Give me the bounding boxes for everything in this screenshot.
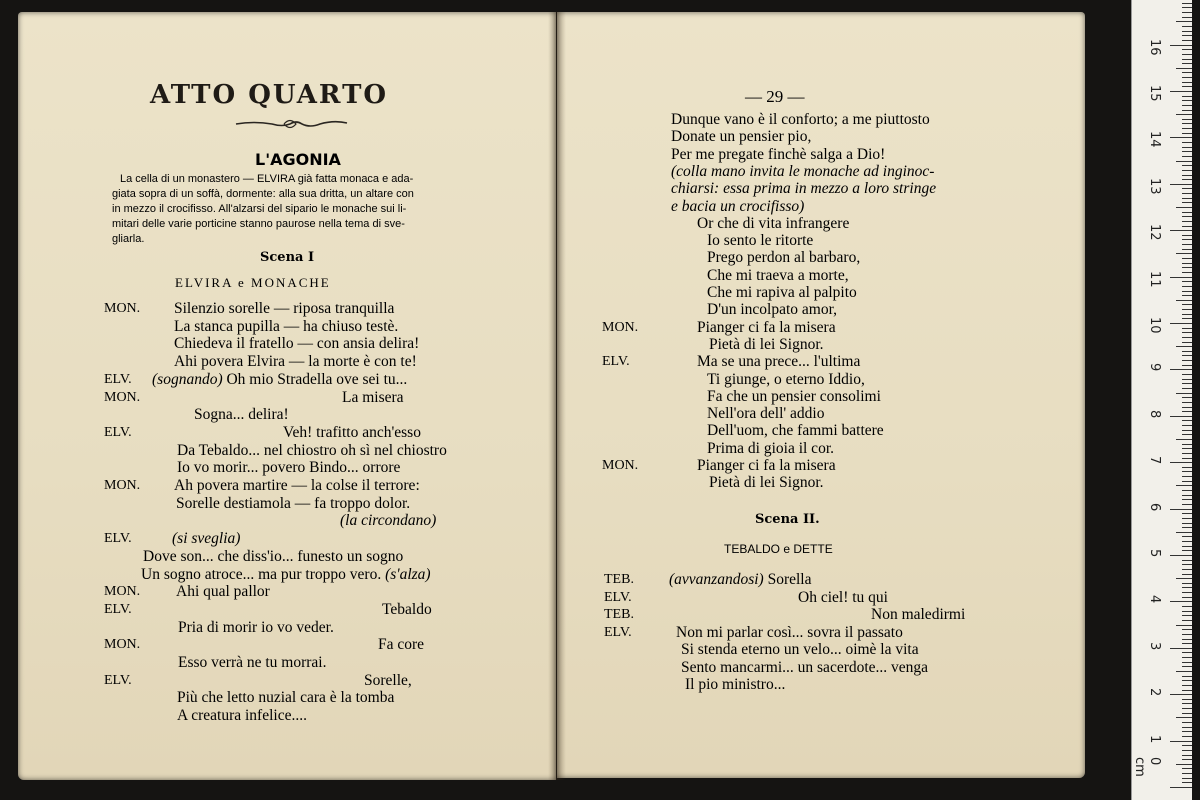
verse-line: Più che letto nuzial cara è la tomba bbox=[177, 689, 395, 707]
speaker-label: ELV. bbox=[604, 589, 632, 605]
ruler-tick bbox=[1176, 717, 1192, 718]
verse-line: (avvanzandosi) Sorella bbox=[669, 571, 812, 588]
scene-1-characters: ELVIRA e MONACHE bbox=[175, 275, 331, 290]
ruler-tick bbox=[1176, 532, 1192, 533]
speaker-label: MON. bbox=[104, 637, 141, 653]
ruler-tick bbox=[1170, 741, 1192, 742]
ruler-label: 7 bbox=[1147, 456, 1162, 465]
verse-line: La stanca pupilla — ha chiuso testè. bbox=[174, 317, 399, 335]
ruler-tick bbox=[1182, 453, 1192, 454]
ruler-tick bbox=[1182, 216, 1192, 217]
ruler-tick bbox=[1182, 657, 1192, 658]
verse-line: e bacia un crocifisso) bbox=[671, 197, 805, 215]
ruler-tick bbox=[1182, 402, 1192, 403]
ruler-tick bbox=[1170, 230, 1192, 231]
ruler-tick bbox=[1182, 523, 1192, 524]
speaker-label: MON. bbox=[104, 584, 141, 600]
ruler-tick bbox=[1182, 745, 1192, 746]
ruler-tick bbox=[1182, 281, 1192, 282]
speaker-label: ELV. bbox=[604, 624, 632, 640]
ruler-tick bbox=[1182, 662, 1192, 663]
ruler-tick bbox=[1182, 351, 1192, 352]
ruler-tick bbox=[1182, 309, 1192, 310]
verse-line: Donate un pensier pio, bbox=[671, 128, 812, 146]
ruler-tick bbox=[1182, 318, 1192, 319]
ruler-tick bbox=[1182, 263, 1192, 264]
verse-line: Per me pregate finchè salga a Dio! bbox=[671, 145, 886, 163]
ruler-label: 3 bbox=[1147, 641, 1162, 651]
speaker-label: MON. bbox=[602, 319, 639, 335]
ruler-tick bbox=[1170, 277, 1192, 278]
intro-line: La cella di un monastero — ELVIRA già fatta monaca e ada- bbox=[120, 173, 414, 185]
verse-line: Non mi parlar così... sovra il passato bbox=[676, 623, 903, 641]
speaker-label: ELV. bbox=[104, 531, 132, 547]
ruler-tick bbox=[1182, 782, 1192, 783]
ruler-tick bbox=[1182, 179, 1192, 180]
ruler-label: 1 bbox=[1147, 734, 1162, 743]
ruler-tick bbox=[1170, 648, 1192, 649]
ruler-tick bbox=[1170, 694, 1192, 695]
ruler-tick bbox=[1182, 235, 1192, 236]
ruler-tick bbox=[1182, 504, 1192, 505]
ruler-tick bbox=[1182, 430, 1192, 431]
ruler-tick bbox=[1182, 221, 1192, 222]
verse-line: (colla mano invita le monache ad inginoc- bbox=[671, 162, 935, 180]
page-number: — 29 — bbox=[745, 87, 805, 106]
verse-line: Non maledirmi bbox=[871, 606, 966, 623]
ruler-tick bbox=[1182, 142, 1192, 143]
verse-line: Prima di gioia il cor. bbox=[707, 439, 834, 457]
ruler-tick bbox=[1182, 434, 1192, 435]
ruler-tick bbox=[1176, 393, 1192, 394]
ruler-tick bbox=[1170, 601, 1192, 602]
ruler-tick bbox=[1182, 360, 1192, 361]
ruler-tick bbox=[1182, 96, 1192, 97]
ruler-tick bbox=[1182, 110, 1192, 111]
ruler-tick bbox=[1182, 564, 1192, 565]
ruler-tick bbox=[1182, 467, 1192, 468]
ruler-tick bbox=[1182, 258, 1192, 259]
ruler-tick bbox=[1182, 147, 1192, 148]
ruler-tick bbox=[1182, 750, 1192, 751]
ruler-tick bbox=[1182, 3, 1192, 4]
speaker-label: MON. bbox=[104, 301, 141, 316]
ruler-tick bbox=[1170, 91, 1192, 92]
ruler-tick bbox=[1182, 304, 1192, 305]
ruler-tick bbox=[1170, 45, 1192, 46]
ruler-tick bbox=[1182, 119, 1192, 120]
ruler-tick bbox=[1182, 383, 1192, 384]
ruler-tick bbox=[1182, 374, 1192, 375]
speaker-label: TEB. bbox=[604, 572, 634, 587]
ruler-tick bbox=[1176, 625, 1192, 626]
verse-line: Dunque vano è il conforto; a me piuttosto bbox=[671, 111, 930, 128]
scene-1-title: Scena I bbox=[260, 250, 315, 265]
ruler-tick bbox=[1182, 736, 1192, 737]
ruler-tick bbox=[1182, 611, 1192, 612]
ruler-tick bbox=[1182, 379, 1192, 380]
ruler-tick bbox=[1182, 587, 1192, 588]
ruler-tick bbox=[1182, 332, 1192, 333]
ruler-tick bbox=[1182, 128, 1192, 129]
ruler-tick bbox=[1176, 21, 1192, 22]
verse-line: D'un incolpato amor, bbox=[707, 301, 838, 319]
ruler-tick bbox=[1182, 100, 1192, 101]
verse-line: Pietà di lei Signor. bbox=[709, 335, 824, 353]
verse-line: Sorelle destiamola — fa troppo dolor. bbox=[176, 494, 411, 512]
verse-line: Pianger ci fa la misera bbox=[697, 318, 836, 336]
ruler-tick bbox=[1182, 420, 1192, 421]
ruler-tick bbox=[1182, 295, 1192, 296]
ruler-tick bbox=[1182, 550, 1192, 551]
ruler-tick bbox=[1176, 485, 1192, 486]
ruler-label: 10 bbox=[1147, 317, 1162, 334]
ruler-tick bbox=[1182, 244, 1192, 245]
verse-line: chiarsi: essa prima in mezzo a loro stringe bbox=[671, 180, 937, 198]
ruler-tick bbox=[1182, 476, 1192, 477]
measurement-ruler bbox=[1131, 0, 1192, 800]
speaker-label: ELV. bbox=[104, 424, 132, 440]
verse-line: Nell'ora dell' addio bbox=[707, 405, 825, 423]
verse-line: La misera bbox=[342, 388, 404, 406]
ruler-label: 8 bbox=[1147, 409, 1162, 419]
ruler-tick bbox=[1182, 518, 1192, 519]
verse-line: Ti giunge, o eterno Iddio, bbox=[707, 370, 865, 388]
ruler-tick bbox=[1182, 59, 1192, 60]
ruler-tick bbox=[1182, 239, 1192, 240]
verse-line: Pietà di lei Signor. bbox=[709, 474, 824, 492]
ruler-tick bbox=[1182, 731, 1192, 732]
ruler-tick bbox=[1182, 123, 1192, 124]
speaker-label: ELV. bbox=[104, 672, 132, 688]
verse-line: Che mi traeva a morte, bbox=[707, 266, 849, 284]
verse-line: Dell'uom, che fammi battere bbox=[707, 422, 884, 440]
verse-line: Or che di vita infrangere bbox=[697, 214, 850, 232]
ruler-tick bbox=[1182, 226, 1192, 227]
ruler-tick bbox=[1176, 671, 1192, 672]
ruler-tick bbox=[1182, 499, 1192, 500]
ruler-label: 9 bbox=[1147, 363, 1162, 372]
scene-2-characters: TEBALDO e DETTE bbox=[724, 542, 833, 556]
speaker-label: MON. bbox=[104, 389, 141, 405]
ruler-tick bbox=[1170, 787, 1192, 788]
verse-line: Ma se una prece... l'ultima bbox=[697, 353, 861, 371]
ruler-tick bbox=[1182, 314, 1192, 315]
ruler-tick bbox=[1182, 759, 1192, 760]
ruler-tick bbox=[1176, 68, 1192, 69]
ruler-tick bbox=[1182, 151, 1192, 152]
ruler-tick bbox=[1182, 448, 1192, 449]
ruler-label: 13 bbox=[1147, 177, 1162, 195]
ruler-tick bbox=[1182, 755, 1192, 756]
verse-line: Pianger ci fa la misera bbox=[697, 457, 836, 474]
verse-line: Silenzio sorelle — riposa tranquilla bbox=[174, 300, 395, 317]
ruler-tick bbox=[1182, 26, 1192, 27]
ruler-tick bbox=[1170, 416, 1192, 417]
verse-line: Veh! trafitto anch'esso bbox=[283, 423, 421, 441]
ruler-tick bbox=[1176, 764, 1192, 765]
ruler-tick bbox=[1182, 597, 1192, 598]
ruler-tick bbox=[1182, 63, 1192, 64]
ruler-label: 5 bbox=[1147, 549, 1162, 558]
ruler-tick bbox=[1182, 388, 1192, 389]
verse-line: Oh ciel! tu qui bbox=[798, 588, 888, 606]
ruler-label: 16 bbox=[1147, 38, 1162, 56]
ruler-tick bbox=[1182, 574, 1192, 575]
ruler-tick bbox=[1176, 207, 1192, 208]
verse-line: Io vo morir... povero Bindo... orrore bbox=[177, 459, 401, 477]
ruler-tick bbox=[1182, 690, 1192, 691]
ruler-tick bbox=[1182, 411, 1192, 412]
ruler-tick bbox=[1170, 184, 1192, 185]
ruler-tick bbox=[1176, 114, 1192, 115]
ruler-tick bbox=[1182, 165, 1192, 166]
ruler-tick bbox=[1182, 31, 1192, 32]
ruler-tick bbox=[1182, 156, 1192, 157]
ruler-tick bbox=[1182, 458, 1192, 459]
verse-line: Un sogno atroce... ma pur troppo vero. (s'alza) bbox=[141, 565, 431, 583]
ruler-tick bbox=[1182, 35, 1192, 36]
verse-line: Sorelle, bbox=[364, 671, 412, 689]
verse-line: (la circondano) bbox=[340, 512, 437, 530]
ruler-tick bbox=[1182, 703, 1192, 704]
ruler-tick bbox=[1182, 583, 1192, 584]
ruler-label: 2 bbox=[1147, 688, 1162, 697]
ruler-tick bbox=[1182, 620, 1192, 621]
verse-line: Sento mancarmi... un sacerdote... venga bbox=[681, 658, 929, 676]
ruler-tick bbox=[1182, 708, 1192, 709]
ruler-tick bbox=[1182, 606, 1192, 607]
verse-line: Il pio ministro... bbox=[685, 676, 786, 693]
scene-2-title: Scena II. bbox=[755, 512, 820, 527]
verse-line: Prego perdon al barbaro, bbox=[707, 249, 861, 267]
ruler-tick bbox=[1182, 560, 1192, 561]
book-gutter bbox=[548, 12, 566, 780]
ruler-tick bbox=[1182, 170, 1192, 171]
ruler-tick bbox=[1182, 355, 1192, 356]
ruler-tick bbox=[1182, 536, 1192, 537]
ruler-tick bbox=[1182, 639, 1192, 640]
ruler-tick bbox=[1176, 439, 1192, 440]
speaker-label: ELV. bbox=[104, 601, 132, 617]
ruler-tick bbox=[1182, 444, 1192, 445]
ruler-tick bbox=[1182, 676, 1192, 677]
ruler-tick bbox=[1182, 685, 1192, 686]
ruler-tick bbox=[1170, 369, 1192, 370]
ornament-divider-icon bbox=[234, 115, 349, 133]
speaker-label: MON. bbox=[602, 458, 639, 473]
scene-subtitle: L'AGONIA bbox=[255, 150, 341, 169]
verse-line: (si sveglia) bbox=[172, 530, 241, 548]
verse-line: A creatura infelice.... bbox=[177, 707, 307, 725]
ruler-tick bbox=[1182, 722, 1192, 723]
ruler-tick bbox=[1182, 7, 1192, 8]
ruler-tick bbox=[1182, 546, 1192, 547]
verse-line: Ahi povera Elvira — la morte è con te! bbox=[174, 353, 417, 371]
ruler-tick bbox=[1182, 652, 1192, 653]
ruler-tick bbox=[1182, 72, 1192, 73]
ruler-tick bbox=[1182, 778, 1192, 779]
ruler-tick bbox=[1170, 555, 1192, 556]
ruler-tick bbox=[1170, 137, 1192, 138]
ruler-tick bbox=[1182, 680, 1192, 681]
verse-line: Fa core bbox=[378, 636, 425, 654]
ruler-tick bbox=[1182, 175, 1192, 176]
ruler-tick bbox=[1182, 17, 1192, 18]
ruler-tick bbox=[1182, 365, 1192, 366]
speaker-label: ELV. bbox=[104, 371, 132, 387]
stage-direction-intro bbox=[112, 172, 487, 247]
ruler-tick bbox=[1170, 462, 1192, 463]
ruler-tick bbox=[1182, 397, 1192, 398]
speaker-label: TEB. bbox=[604, 607, 634, 622]
ruler-tick bbox=[1182, 77, 1192, 78]
verse-line: Da Tebaldo... nel chiostro oh sì nel chiostro bbox=[177, 441, 447, 459]
ruler-tick bbox=[1176, 253, 1192, 254]
ruler-tick bbox=[1182, 188, 1192, 189]
ruler-tick bbox=[1182, 629, 1192, 630]
ruler-label: 12 bbox=[1147, 224, 1162, 241]
ruler-tick bbox=[1182, 54, 1192, 55]
ruler-tick bbox=[1182, 198, 1192, 199]
ruler-tick bbox=[1182, 490, 1192, 491]
ruler-tick bbox=[1182, 727, 1192, 728]
ruler-tick bbox=[1170, 323, 1192, 324]
speaker-label: ELV. bbox=[602, 354, 630, 370]
speaker-label: MON. bbox=[104, 478, 141, 493]
ruler-tick bbox=[1182, 272, 1192, 273]
ruler-label: 6 bbox=[1147, 502, 1162, 511]
verse-line: Io sento le ritorte bbox=[707, 232, 814, 250]
verse-line: Pria di morir io vo veder. bbox=[178, 618, 334, 636]
verse-line: Esso verrà ne tu morrai. bbox=[178, 654, 327, 671]
ruler-tick bbox=[1182, 407, 1192, 408]
ruler-tick bbox=[1182, 569, 1192, 570]
ruler-tick bbox=[1182, 49, 1192, 50]
verse-line: Chiedeva il fratello — con ansia delira! bbox=[174, 335, 420, 353]
verse-line: Sogna... delira! bbox=[194, 406, 289, 424]
ruler-tick bbox=[1182, 291, 1192, 292]
ruler-tick bbox=[1182, 342, 1192, 343]
ruler-tick bbox=[1182, 133, 1192, 134]
ruler-label: 0 cm bbox=[1132, 757, 1162, 777]
ruler-tick bbox=[1182, 267, 1192, 268]
ruler-tick bbox=[1182, 773, 1192, 774]
ruler-tick bbox=[1182, 513, 1192, 514]
intro-line: giata sopra di un soffà, dormente: alla sua dritta, un altare con bbox=[112, 188, 414, 200]
ruler-tick bbox=[1182, 328, 1192, 329]
ruler-tick bbox=[1170, 509, 1192, 510]
ruler-label: 11 bbox=[1147, 270, 1162, 288]
ruler-tick bbox=[1182, 286, 1192, 287]
verse-line: Si stenda eterno un velo... oimè la vita bbox=[681, 641, 919, 658]
ruler-tick bbox=[1182, 541, 1192, 542]
ruler-tick bbox=[1182, 86, 1192, 87]
ruler-tick bbox=[1182, 713, 1192, 714]
verse-line: Ahi qual pallor bbox=[176, 583, 270, 601]
ruler-tick bbox=[1182, 105, 1192, 106]
ruler-tick bbox=[1182, 471, 1192, 472]
verse-line: Ah povera martire — la colse il terrore: bbox=[174, 477, 420, 494]
ruler-tick bbox=[1182, 12, 1192, 13]
ruler-tick bbox=[1182, 481, 1192, 482]
ruler-tick bbox=[1182, 643, 1192, 644]
ruler-tick bbox=[1182, 699, 1192, 700]
intro-line: in mezzo il crocifisso. All'alzarsi del sipario le monache sui li- bbox=[112, 203, 407, 215]
ruler-tick bbox=[1182, 615, 1192, 616]
act-title: ATTO QUARTO bbox=[150, 80, 389, 110]
ruler-label: 4 bbox=[1147, 595, 1162, 604]
ruler-tick bbox=[1182, 425, 1192, 426]
intro-line: mitari delle varie porticine stanno paurose nella tema di sve- bbox=[112, 218, 405, 230]
ruler-tick bbox=[1182, 495, 1192, 496]
ruler-tick bbox=[1182, 634, 1192, 635]
ruler-tick bbox=[1182, 193, 1192, 194]
ruler-tick bbox=[1176, 300, 1192, 301]
ruler-label: 14 bbox=[1147, 131, 1162, 148]
ruler-tick bbox=[1182, 527, 1192, 528]
verse-line: (sognando) Oh mio Stradella ove sei tu... bbox=[152, 370, 408, 388]
ruler-tick bbox=[1176, 346, 1192, 347]
verse-line: Dove son... che diss'io... funesto un sogno bbox=[143, 547, 404, 565]
ruler-tick bbox=[1182, 82, 1192, 83]
intro-line: gliarla. bbox=[112, 233, 145, 245]
ruler-tick bbox=[1182, 592, 1192, 593]
ruler-tick bbox=[1182, 768, 1192, 769]
ruler-label: 15 bbox=[1147, 85, 1162, 102]
verse-line: Fa che un pensier consolimi bbox=[707, 387, 881, 405]
ruler-tick bbox=[1176, 578, 1192, 579]
ruler-tick bbox=[1182, 40, 1192, 41]
ruler-tick bbox=[1182, 249, 1192, 250]
ruler-tick bbox=[1182, 212, 1192, 213]
ruler-tick bbox=[1182, 202, 1192, 203]
verse-line: Tebaldo bbox=[382, 600, 432, 618]
ruler-tick bbox=[1176, 161, 1192, 162]
ruler-tick bbox=[1182, 666, 1192, 667]
ruler-tick bbox=[1182, 337, 1192, 338]
verse-line: Che mi rapiva al palpito bbox=[707, 284, 857, 301]
